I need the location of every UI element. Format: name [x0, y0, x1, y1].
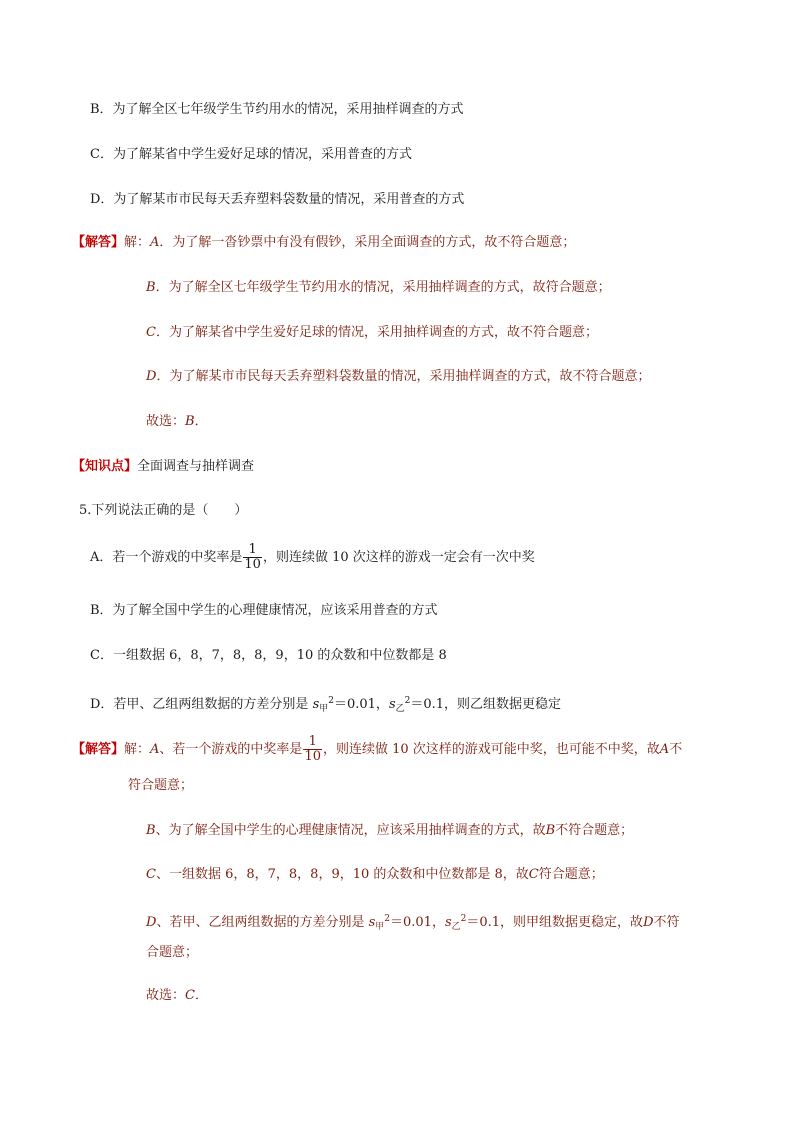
q4-answer-line-c: C．为了解某省中学生爱好足球的情况，采用抽样调查的方式，故不符合题意； [146, 325, 598, 340]
q5-answer-line-c: C、一组数据 6，8，7，8，8，9，10 的众数和中位数都是 8，故C符合题意； [146, 867, 604, 882]
q5-answer-line-d: D、若甲、乙组两组数据的方差分别是 $s_甲^2=0.01$，$s_乙^2=0.1$，则甲组数据更稳定，故D不符 [146, 914, 680, 932]
answer-label: 【解答】 [72, 742, 125, 757]
q4-option-c: C．为了解某省中学生爱好足球的情况，采用普查的方式 [90, 147, 412, 162]
fraction: $\frac{1}{10}$ [304, 734, 321, 764]
q4-answer-choice: 故选：B． [146, 414, 208, 429]
answer-label: 【解答】 [72, 235, 125, 250]
q5-answer-choice: 故选：C． [146, 988, 208, 1003]
q5-answer-line-b: B、为了解全国中学生的心理健康情况，应该采用抽样调查的方式，故B不符合题意； [146, 823, 634, 838]
q5-answer-line-a: 【解答】解：A、若一个游戏的中奖率是 $\frac{1}{10}$ ，则连续做 10 次这样的游戏可能中奖，也可能不中奖，故A不 [72, 734, 683, 764]
q5-option-b: B．为了解全国中学生的心理健康情况，应该采用普查的方式 [90, 603, 438, 618]
q4-option-b: B．为了解全区七年级学生节约用水的情况，采用抽样调查的方式 [90, 102, 464, 117]
knowledge-label: 【知识点】 [72, 459, 138, 474]
q5-option-c: C．一组数据 6，8，7，8，8，9，10 的众数和中位数都是 8 [90, 648, 447, 663]
q5-stem: 5.下列说法正确的是（ ） [79, 503, 248, 518]
q4-answer-line-d: D．为了解某市市民每天丢弃塑料袋数量的情况，采用抽样调查的方式，故不符合题意； [146, 369, 651, 384]
q5-option-a: A．若一个游戏的中奖率是 $\frac{1}{10}$ ，则连续做 10 次这样的游戏一定会有一次中奖 [90, 542, 535, 572]
q4-option-d: D．为了解某市市民每天丢弃塑料袋数量的情况，采用普查的方式 [90, 192, 465, 207]
q5-answer-line-d-cont: 合题意； [146, 945, 199, 960]
fraction: $\frac{1}{10}$ [244, 542, 261, 572]
q4-answer-line-b: B．为了解全区七年级学生节约用水的情况，采用抽样调查的方式，故符合题意； [146, 280, 611, 295]
q5-option-d: D．若甲、乙组两组数据的方差分别是 $s_甲^2=0.01$，$s_乙^2=0.1$，则乙组数据更稳定 [90, 696, 562, 714]
knowledge-point: 【知识点】全面调查与抽样调查 [72, 459, 255, 474]
q5-answer-line-a-cont: 符合题意； [128, 778, 194, 793]
q4-answer-line-a: 【解答】解：A．为了解一沓钞票中有没有假钞，采用全面调查的方式，故不符合题意； [72, 235, 576, 250]
